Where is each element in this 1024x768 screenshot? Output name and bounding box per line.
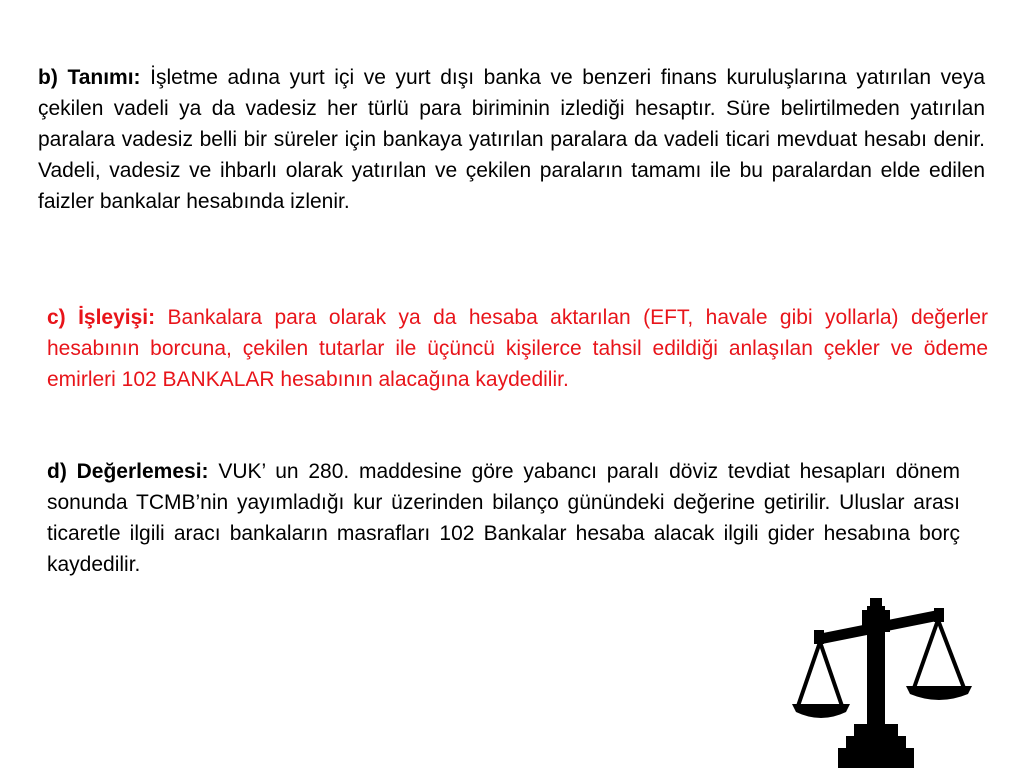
section-d-valuation — [47, 456, 960, 580]
section-c-operation — [47, 302, 988, 395]
scales-of-justice-icon — [788, 596, 978, 768]
section-c-label: c) İşleyişi: — [47, 306, 156, 329]
section-b-definition — [38, 62, 985, 217]
section-b-text: İşletme adına yurt içi ve yurt dışı banka ve benzeri finans kuruluşlarına yatırılan veya çekilen vadeli ya da vadesiz her türlü para biriminin izlediği hesaptır. Süre belirtilmeden yatırılan paralara vadesiz belli bir süreler için bankaya yatırılan paralara da vadeli ticari mevduat hesabı denir. Vadeli, vadesiz ve ihbarlı olarak yatırılan ve çekilen paraların tamamı ile bu paralardan elde edilen faizler bankalar hesabında izlenir. — [38, 66, 986, 213]
section-d-label: d) Değerlemesi: — [47, 460, 209, 483]
section-d-text: VUK’ un 280. maddesine göre yabancı paralı döviz tevdiat hesapları dönem sonunda TCMB’nin yayımladığı kur üzerinden bilanço günündeki değerine getirilir. Uluslar arası ticaretle ilgili aracı bankaların masrafları 102 Bankalar hesaba alacak ilgili gider hesabına borç kaydedilir. — [47, 460, 960, 576]
section-c-text: Bankalara para olarak ya da hesaba aktarılan (EFT, havale gibi yollarla) değerler hesabının borcuna, çekilen tutarlar ile üçüncü kişilerce tahsil edildiği anlaşılan çekler ve ödeme emirleri 102 BANKALAR hesabının alacağına kaydedilir. — [47, 306, 988, 391]
section-b-label: b) Tanımı: — [38, 66, 141, 89]
